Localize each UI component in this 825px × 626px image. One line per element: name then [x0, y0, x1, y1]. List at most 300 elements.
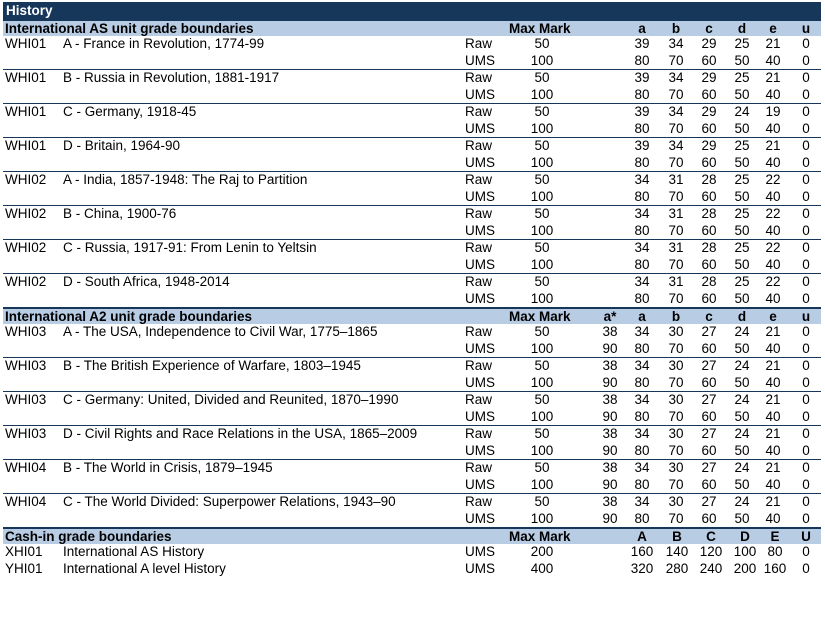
grade-boundary-c: 60 — [701, 340, 717, 356]
max-mark: 100 — [530, 154, 554, 170]
mark-type: UMS — [465, 560, 495, 576]
grade-boundary-a: 80 — [634, 120, 650, 136]
grade-boundary-c: 60 — [701, 120, 717, 136]
grade-boundary-e: 40 — [765, 408, 781, 424]
grade-boundary-b: 70 — [668, 290, 684, 306]
grade-boundary-e: 160 — [763, 560, 787, 576]
grade-boundary-a: 34 — [634, 494, 650, 509]
table-row — [3, 121, 821, 138]
grade-header-u: u — [801, 21, 811, 36]
grade-boundaries-document — [3, 2, 821, 577]
grade-boundary-u: 0 — [802, 476, 810, 492]
grade-boundary-a: 34 — [634, 240, 650, 255]
table-row — [3, 291, 821, 308]
grade-boundary-d: 50 — [734, 188, 750, 204]
mark-type: UMS — [465, 120, 495, 136]
grade-boundary-a: 80 — [634, 442, 650, 458]
max-mark-header: Max Mark — [509, 21, 571, 36]
grade-boundary-e: 21 — [765, 70, 781, 85]
unit-block — [3, 172, 821, 206]
grade-boundary-a: 34 — [634, 426, 650, 441]
grade-boundary-b: 30 — [668, 358, 684, 373]
grade-boundary-c: 27 — [701, 392, 717, 407]
grade-boundary-b: 70 — [668, 374, 684, 390]
unit-title: C - Russia, 1917-91: From Lenin to Yeltsin — [63, 240, 317, 255]
grade-boundary-a: 34 — [634, 172, 650, 187]
unit-code: WHI03 — [5, 426, 47, 441]
grade-boundary-b: 30 — [668, 392, 684, 407]
mark-type: Raw — [465, 36, 493, 51]
grade-boundary-c: 28 — [701, 172, 717, 187]
table-row — [3, 544, 821, 561]
grade-boundary-astar: 38 — [602, 494, 618, 509]
grade-boundary-e: 21 — [765, 138, 781, 153]
grade-boundary-c: 27 — [701, 494, 717, 509]
grade-boundary-a: 34 — [634, 392, 650, 407]
grade-boundary-d: 24 — [734, 460, 750, 475]
grade-boundary-c: 60 — [701, 374, 717, 390]
grade-boundary-u: 0 — [802, 340, 810, 356]
grade-boundary-d: 24 — [734, 392, 750, 407]
grade-boundary-e: 22 — [765, 274, 781, 289]
unit-code: WHI02 — [5, 240, 47, 255]
grade-boundary-e: 21 — [765, 36, 781, 51]
grade-boundary-d: 25 — [734, 172, 750, 187]
unit-code: WHI01 — [5, 36, 47, 51]
grade-boundary-b: 70 — [668, 222, 684, 238]
grade-boundary-u: 0 — [802, 460, 810, 475]
grade-boundary-u: 0 — [802, 374, 810, 390]
grade-header-U: U — [801, 529, 811, 544]
max-mark: 200 — [530, 544, 554, 559]
grade-boundary-u: 0 — [802, 324, 810, 339]
grade-boundary-e: 40 — [765, 256, 781, 272]
mark-type: Raw — [465, 240, 493, 255]
max-mark: 50 — [534, 172, 550, 187]
grade-boundary-a: 80 — [634, 52, 650, 68]
mark-type: UMS — [465, 510, 495, 526]
grade-header-astar: a* — [603, 309, 617, 324]
grade-boundary-b: 31 — [668, 240, 684, 255]
grade-boundary-b: 70 — [668, 52, 684, 68]
unit-code: WHI01 — [5, 138, 47, 153]
grade-boundary-b: 70 — [668, 510, 684, 526]
grade-boundary-a: 39 — [634, 70, 650, 85]
grade-boundary-d: 25 — [734, 206, 750, 221]
mark-type: Raw — [465, 494, 493, 509]
grade-boundary-b: 31 — [668, 206, 684, 221]
max-mark: 100 — [530, 86, 554, 102]
grade-boundary-u: 0 — [802, 240, 810, 255]
grade-header-C: C — [706, 529, 716, 544]
max-mark: 100 — [530, 188, 554, 204]
mark-type: UMS — [465, 154, 495, 170]
max-mark-header: Max Mark — [509, 309, 571, 324]
max-mark: 50 — [534, 36, 550, 51]
grade-boundary-b: 30 — [668, 426, 684, 441]
grade-header-b: b — [671, 309, 681, 324]
unit-block — [3, 324, 821, 358]
a2-section-title: International A2 unit grade boundaries — [5, 309, 253, 324]
grade-header-c: c — [705, 21, 713, 36]
grade-boundary-astar: 90 — [602, 476, 618, 492]
grade-boundary-b: 70 — [668, 86, 684, 102]
max-mark: 50 — [534, 70, 550, 85]
grade-boundary-a: 39 — [634, 36, 650, 51]
grade-boundary-e: 21 — [765, 392, 781, 407]
table-row — [3, 511, 821, 528]
max-mark: 50 — [534, 104, 550, 119]
unit-title: C - Germany: United, Divided and Reunited, 1870–1990 — [63, 392, 399, 407]
grade-boundary-d: 50 — [734, 374, 750, 390]
unit-title: D - South Africa, 1948-2014 — [63, 274, 230, 289]
unit-block — [3, 36, 821, 70]
mark-type: UMS — [465, 442, 495, 458]
grade-boundary-e: 40 — [765, 154, 781, 170]
mark-type: UMS — [465, 290, 495, 306]
grade-header-E: E — [770, 529, 780, 544]
mark-type: UMS — [465, 340, 495, 356]
mark-type: Raw — [465, 274, 493, 289]
grade-boundary-d: 50 — [734, 256, 750, 272]
grade-boundary-c: 60 — [701, 442, 717, 458]
mark-type: Raw — [465, 70, 493, 85]
grade-boundary-e: 21 — [765, 426, 781, 441]
grade-boundary-d: 24 — [734, 324, 750, 339]
max-mark: 50 — [534, 240, 550, 255]
grade-boundary-d: 50 — [734, 408, 750, 424]
grade-boundary-d: 25 — [734, 138, 750, 153]
qualification-title: International AS History — [63, 544, 205, 559]
grade-boundary-u: 0 — [802, 52, 810, 68]
grade-boundary-e: 40 — [765, 120, 781, 136]
grade-boundary-u: 0 — [802, 494, 810, 509]
grade-boundary-d: 25 — [734, 36, 750, 51]
grade-boundary-e: 22 — [765, 172, 781, 187]
grade-boundary-a: 320 — [630, 560, 654, 576]
grade-boundary-e: 22 — [765, 240, 781, 255]
grade-boundary-astar: 90 — [602, 510, 618, 526]
grade-boundary-a: 39 — [634, 104, 650, 119]
grade-boundary-e: 40 — [765, 222, 781, 238]
grade-boundary-b: 70 — [668, 256, 684, 272]
grade-boundary-c: 60 — [701, 256, 717, 272]
unit-block — [3, 392, 821, 426]
grade-boundary-b: 31 — [668, 274, 684, 289]
grade-boundary-u: 0 — [802, 392, 810, 407]
grade-boundary-c: 240 — [699, 560, 723, 576]
grade-boundary-b: 30 — [668, 460, 684, 475]
table-row — [3, 392, 821, 409]
unit-code: WHI03 — [5, 324, 47, 339]
grade-header-a: a — [638, 21, 646, 36]
unit-title: A - The USA, Independence to Civil War, 1775–1865 — [63, 324, 378, 339]
mark-type: UMS — [465, 544, 495, 559]
grade-boundary-e: 40 — [765, 290, 781, 306]
unit-code: WHI03 — [5, 392, 47, 407]
grade-boundary-c: 60 — [701, 154, 717, 170]
grade-boundary-d: 24 — [734, 104, 750, 119]
unit-title: D - Britain, 1964-90 — [63, 138, 181, 153]
grade-boundary-d: 50 — [734, 290, 750, 306]
table-row — [3, 375, 821, 392]
grade-boundary-b: 70 — [668, 408, 684, 424]
mark-type: Raw — [465, 104, 493, 119]
max-mark: 50 — [534, 460, 550, 475]
max-mark: 100 — [530, 374, 554, 390]
max-mark: 50 — [534, 324, 550, 339]
grade-boundary-d: 50 — [734, 86, 750, 102]
grade-boundary-b: 70 — [668, 188, 684, 204]
grade-boundary-b: 34 — [668, 70, 684, 85]
a2-section-header — [3, 308, 821, 324]
max-mark: 50 — [534, 274, 550, 289]
max-mark: 100 — [530, 120, 554, 136]
grade-boundary-u: 0 — [802, 222, 810, 238]
as-section-title: International AS unit grade boundaries — [5, 21, 254, 36]
grade-boundary-c: 60 — [701, 86, 717, 102]
max-mark: 100 — [530, 340, 554, 356]
cashin-section-header — [3, 528, 821, 544]
max-mark: 50 — [534, 426, 550, 441]
grade-boundary-astar: 90 — [602, 340, 618, 356]
grade-boundary-a: 80 — [634, 256, 650, 272]
grade-boundary-d: 50 — [734, 222, 750, 238]
grade-boundary-a: 34 — [634, 206, 650, 221]
grade-boundary-u: 0 — [802, 256, 810, 272]
table-row — [3, 561, 821, 578]
grade-boundary-b: 70 — [668, 340, 684, 356]
table-row — [3, 87, 821, 104]
grade-boundary-e: 40 — [765, 476, 781, 492]
unit-block — [3, 240, 821, 274]
grade-boundary-a: 34 — [634, 324, 650, 339]
cashin-section-title: Cash-in grade boundaries — [5, 529, 172, 544]
max-mark: 50 — [534, 206, 550, 221]
grade-boundary-e: 22 — [765, 206, 781, 221]
grade-boundary-c: 28 — [701, 240, 717, 255]
grade-boundary-e: 40 — [765, 442, 781, 458]
mark-type: UMS — [465, 374, 495, 390]
grade-boundary-d: 24 — [734, 494, 750, 509]
grade-boundary-u: 0 — [802, 86, 810, 102]
grade-header-e: e — [769, 21, 777, 36]
grade-boundary-astar: 90 — [602, 408, 618, 424]
grade-boundary-u: 0 — [802, 274, 810, 289]
cashin-table — [3, 544, 821, 577]
grade-header-A: A — [637, 529, 647, 544]
table-row — [3, 172, 821, 189]
unit-title: B - China, 1900-76 — [63, 206, 177, 221]
unit-title: A - India, 1857-1948: The Raj to Partition — [63, 172, 308, 187]
grade-boundary-b: 34 — [668, 36, 684, 51]
grade-boundary-c: 27 — [701, 324, 717, 339]
unit-code: WHI01 — [5, 104, 47, 119]
grade-boundary-d: 100 — [733, 544, 757, 559]
grade-boundary-e: 40 — [765, 510, 781, 526]
table-row — [3, 477, 821, 494]
grade-boundary-c: 28 — [701, 274, 717, 289]
max-mark: 400 — [530, 560, 554, 576]
grade-boundary-b: 34 — [668, 104, 684, 119]
grade-boundary-u: 0 — [802, 154, 810, 170]
max-mark: 100 — [530, 222, 554, 238]
grade-boundary-e: 21 — [765, 324, 781, 339]
table-row — [3, 426, 821, 443]
max-mark: 100 — [530, 510, 554, 526]
grade-boundary-astar: 38 — [602, 324, 618, 339]
grade-boundary-a: 39 — [634, 138, 650, 153]
grade-boundary-c: 29 — [701, 36, 717, 51]
grade-boundary-c: 60 — [701, 408, 717, 424]
as-units-table — [3, 36, 821, 308]
grade-boundary-a: 34 — [634, 274, 650, 289]
grade-boundary-a: 80 — [634, 188, 650, 204]
grade-boundary-d: 50 — [734, 120, 750, 136]
max-mark: 100 — [530, 408, 554, 424]
grade-boundary-astar: 38 — [602, 358, 618, 373]
grade-boundary-d: 50 — [734, 442, 750, 458]
unit-block — [3, 494, 821, 528]
grade-boundary-u: 0 — [802, 206, 810, 221]
grade-boundary-a: 80 — [634, 222, 650, 238]
mark-type: Raw — [465, 426, 493, 441]
mark-type: Raw — [465, 324, 493, 339]
grade-boundary-a: 80 — [634, 374, 650, 390]
grade-boundary-b: 70 — [668, 120, 684, 136]
table-row — [3, 36, 821, 53]
max-mark: 100 — [530, 290, 554, 306]
max-mark: 50 — [534, 392, 550, 407]
mark-type: Raw — [465, 392, 493, 407]
max-mark: 100 — [530, 476, 554, 492]
max-mark: 100 — [530, 52, 554, 68]
mark-type: UMS — [465, 408, 495, 424]
grade-boundary-e: 40 — [765, 340, 781, 356]
mark-type: UMS — [465, 188, 495, 204]
grade-boundary-e: 40 — [765, 188, 781, 204]
mark-type: UMS — [465, 256, 495, 272]
grade-boundary-u: 0 — [802, 442, 810, 458]
grade-boundary-c: 60 — [701, 188, 717, 204]
grade-boundary-e: 40 — [765, 374, 781, 390]
grade-boundary-u: 0 — [802, 290, 810, 306]
grade-boundary-b: 70 — [668, 154, 684, 170]
grade-boundary-a: 80 — [634, 510, 650, 526]
grade-boundary-b: 34 — [668, 138, 684, 153]
grade-boundary-c: 60 — [701, 510, 717, 526]
unit-block — [3, 274, 821, 308]
grade-boundary-d: 50 — [734, 510, 750, 526]
grade-boundary-c: 29 — [701, 138, 717, 153]
grade-boundary-c: 60 — [701, 476, 717, 492]
table-row — [3, 189, 821, 206]
unit-title: C - Germany, 1918-45 — [63, 104, 197, 119]
grade-boundary-a: 80 — [634, 408, 650, 424]
unit-title: B - Russia in Revolution, 1881-1917 — [63, 70, 280, 85]
unit-code: WHI02 — [5, 274, 47, 289]
grade-boundary-e: 21 — [765, 460, 781, 475]
max-mark: 50 — [534, 494, 550, 509]
grade-boundary-b: 140 — [665, 544, 689, 559]
grade-header-b: b — [671, 21, 681, 36]
mark-type: Raw — [465, 172, 493, 187]
table-row — [3, 53, 821, 70]
unit-block — [3, 426, 821, 460]
table-row — [3, 138, 821, 155]
grade-boundary-d: 25 — [734, 240, 750, 255]
table-row — [3, 155, 821, 172]
grade-boundary-u: 0 — [802, 408, 810, 424]
grade-boundary-c: 60 — [701, 290, 717, 306]
grade-boundary-d: 24 — [734, 358, 750, 373]
grade-boundary-a: 80 — [634, 476, 650, 492]
grade-boundary-b: 70 — [668, 442, 684, 458]
max-mark: 100 — [530, 256, 554, 272]
grade-boundary-u: 0 — [802, 120, 810, 136]
grade-boundary-u: 0 — [802, 104, 810, 119]
mark-type: Raw — [465, 358, 493, 373]
grade-boundary-a: 80 — [634, 154, 650, 170]
unit-title: A - France in Revolution, 1774-99 — [63, 36, 265, 51]
grade-boundary-astar: 90 — [602, 374, 618, 390]
grade-boundary-u: 0 — [802, 70, 810, 85]
grade-header-d: d — [737, 21, 747, 36]
unit-block — [3, 138, 821, 172]
grade-boundary-b: 30 — [668, 324, 684, 339]
max-mark: 50 — [534, 138, 550, 153]
grade-boundary-astar: 90 — [602, 442, 618, 458]
grade-header-u: u — [801, 309, 811, 324]
grade-boundary-d: 25 — [734, 274, 750, 289]
mark-type: Raw — [465, 138, 493, 153]
grade-boundary-u: 0 — [802, 36, 810, 51]
grade-boundary-u: 0 — [802, 510, 810, 526]
unit-code: WHI04 — [5, 460, 47, 475]
grade-boundary-e: 19 — [765, 104, 781, 119]
mark-type: UMS — [465, 86, 495, 102]
grade-boundary-u: 0 — [802, 172, 810, 187]
unit-title: B - The World in Crisis, 1879–1945 — [63, 460, 273, 475]
unit-block — [3, 70, 821, 104]
unit-title: D - Civil Rights and Race Relations in the USA, 1865–2009 — [63, 426, 418, 441]
grade-boundary-c: 60 — [701, 52, 717, 68]
grade-boundary-astar: 38 — [602, 392, 618, 407]
grade-boundary-b: 30 — [668, 494, 684, 509]
table-row — [3, 494, 821, 511]
grade-header-d: d — [737, 309, 747, 324]
max-mark: 100 — [530, 442, 554, 458]
grade-boundary-astar: 38 — [602, 426, 618, 441]
grade-boundary-d: 50 — [734, 52, 750, 68]
table-row — [3, 274, 821, 291]
qualification-code: XHI01 — [5, 544, 43, 559]
unit-code: WHI02 — [5, 206, 47, 221]
unit-code: WHI02 — [5, 172, 47, 187]
grade-boundary-u: 0 — [802, 544, 810, 559]
table-row — [3, 257, 821, 274]
grade-boundary-b: 70 — [668, 476, 684, 492]
grade-boundary-c: 28 — [701, 206, 717, 221]
table-row — [3, 358, 821, 375]
grade-boundary-e: 21 — [765, 494, 781, 509]
table-row — [3, 409, 821, 426]
unit-title: B - The British Experience of Warfare, 1803–1945 — [63, 358, 361, 373]
grade-boundary-d: 200 — [733, 560, 757, 576]
grade-boundary-e: 40 — [765, 86, 781, 102]
table-row — [3, 460, 821, 477]
mark-type: Raw — [465, 460, 493, 475]
